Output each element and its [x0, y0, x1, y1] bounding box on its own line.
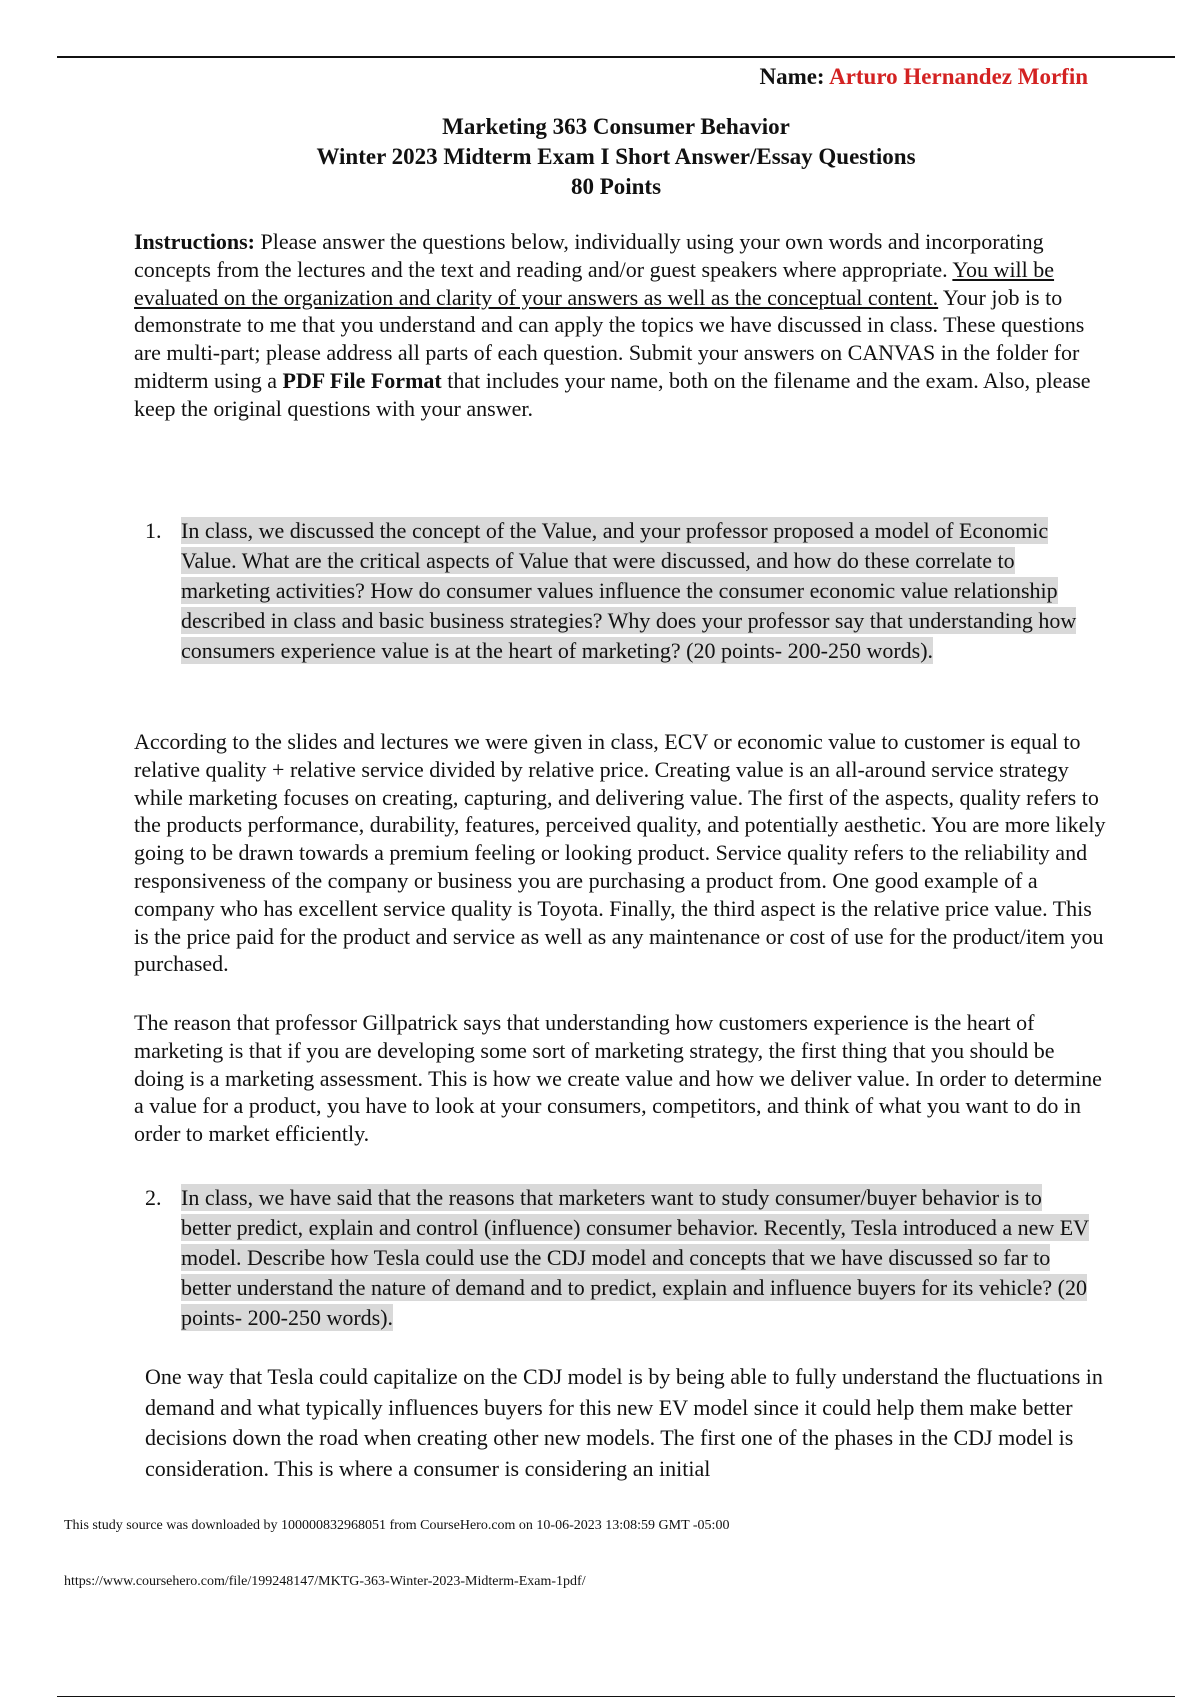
points-total: 80 Points: [570, 174, 662, 199]
answer-2-paragraph-1: One way that Tesla could capitalize on the CDJ model is by being able to fully understand the fluctuations in demand and what typically influences buyers for this new EV model since it could help them make better decisions down the road when creating other new models. The first one of the phases in the CDJ model is consideration. This is where a consumer is considering an initial: [145, 1364, 1103, 1481]
name-label: Name:: [759, 64, 825, 89]
question-2: [145, 1183, 1095, 1333]
source-url: https://www.coursehero.com/file/199248147/MKTG-363-Winter-2023-Midterm-Exam-1pdf/: [64, 1574, 586, 1589]
exam-title: [0, 112, 1200, 202]
course-title: Marketing 363 Consumer Behavior: [442, 114, 790, 139]
question-number: 1.: [145, 518, 162, 543]
question-1: [145, 516, 1095, 666]
question-text: In class, we discussed the concept of the Value, and your professor proposed a model of Economic Value. What are the critical aspects of Value that were discussed, and how do these correlate to marketing activities? How do consumer values influence the consumer economic value relationship described in class and basic business strategies? Why does your professor say that understanding how consumers experience value is at the heart of marketing? (20 points- 200-250 words).: [181, 518, 1077, 663]
instructions-text-2: Your job is to demonstrate to me that you understand and can apply the topics we have discussed in class. These questions are multi-part; please address all parts of each question. Submit your answers on CANVAS in the folder for midterm using a: [134, 284, 1085, 393]
instructions-text-3: that includes your name, both on the filename and the exam. Also, please keep the original questions with your answer.: [134, 367, 1091, 421]
question-number: 2.: [145, 1185, 162, 1210]
instructions-label: Instructions:: [134, 229, 256, 254]
instructions-paragraph: [134, 228, 1109, 423]
answer-1-paragraph-1: According to the slides and lectures we were given in class, ECV or economic value to customer is equal to relative quality + relative service divided by relative price. Creating value is an all-around service strategy while marketing focuses on creating, capturing, and delivering value. The first of the aspects, quality refers to the products performance, durability, features, perceived quality, and potentially aesthetic. You are more likely going to be drawn towards a premium feeling or looking product. Service quality refers to the reliability and responsiveness of the company or business you are purchasing a product from. One good example of a company who has excellent service quality is Toyota. Finally, the third aspect is the relative price value. This is the price paid for the product and service as well as any maintenance or cost of use for the product/item you purchased.: [134, 729, 1106, 977]
answer-1-paragraph-2: The reason that professor Gillpatrick says that understanding how customers experience is the heart of marketing is that if you are developing some sort of marketing strategy, the first thing that you should be doing is a marketing assessment. This is how we create value and how we deliver value. In order to determine a value for a product, you have to look at your consumers, competitors, and think of what you want to do in order to market efficiently.: [134, 1010, 1102, 1147]
student-name-line: [759, 64, 1088, 90]
exam-subtitle: Winter 2023 Midterm Exam I Short Answer/Essay Questions: [316, 144, 916, 169]
bottom-rule: [57, 1696, 1175, 1697]
instructions-text-1: Please answer the questions below, individually using your own words and incorporating concepts from the lectures and the text and reading and/or guest speakers where appropriate.: [134, 229, 1044, 282]
question-text: In class, we have said that the reasons that marketers want to study consumer/buyer behavior is to better predict, explain and control (influence) consumer behavior. Recently, Tesla introduced a new EV model. Describe how Tesla could use the CDJ model and concepts that we have discussed so far to better understand the nature of demand and to predict, explain and influence buyers for its vehicle? (20 points- 200-250 words).: [181, 1185, 1090, 1330]
top-rule: [57, 56, 1175, 58]
student-name: Arturo Hernandez Morfin: [829, 64, 1088, 89]
instructions-format: PDF File Format: [282, 367, 442, 393]
instructions-underlined: You will be evaluated on the organization and clarity of your answers as well as the conceptual content.: [134, 256, 1055, 310]
download-note: This study source was downloaded by 100000832968051 from CourseHero.com on 10-06-2023 13:08:59 GMT -05:00: [64, 1518, 730, 1533]
